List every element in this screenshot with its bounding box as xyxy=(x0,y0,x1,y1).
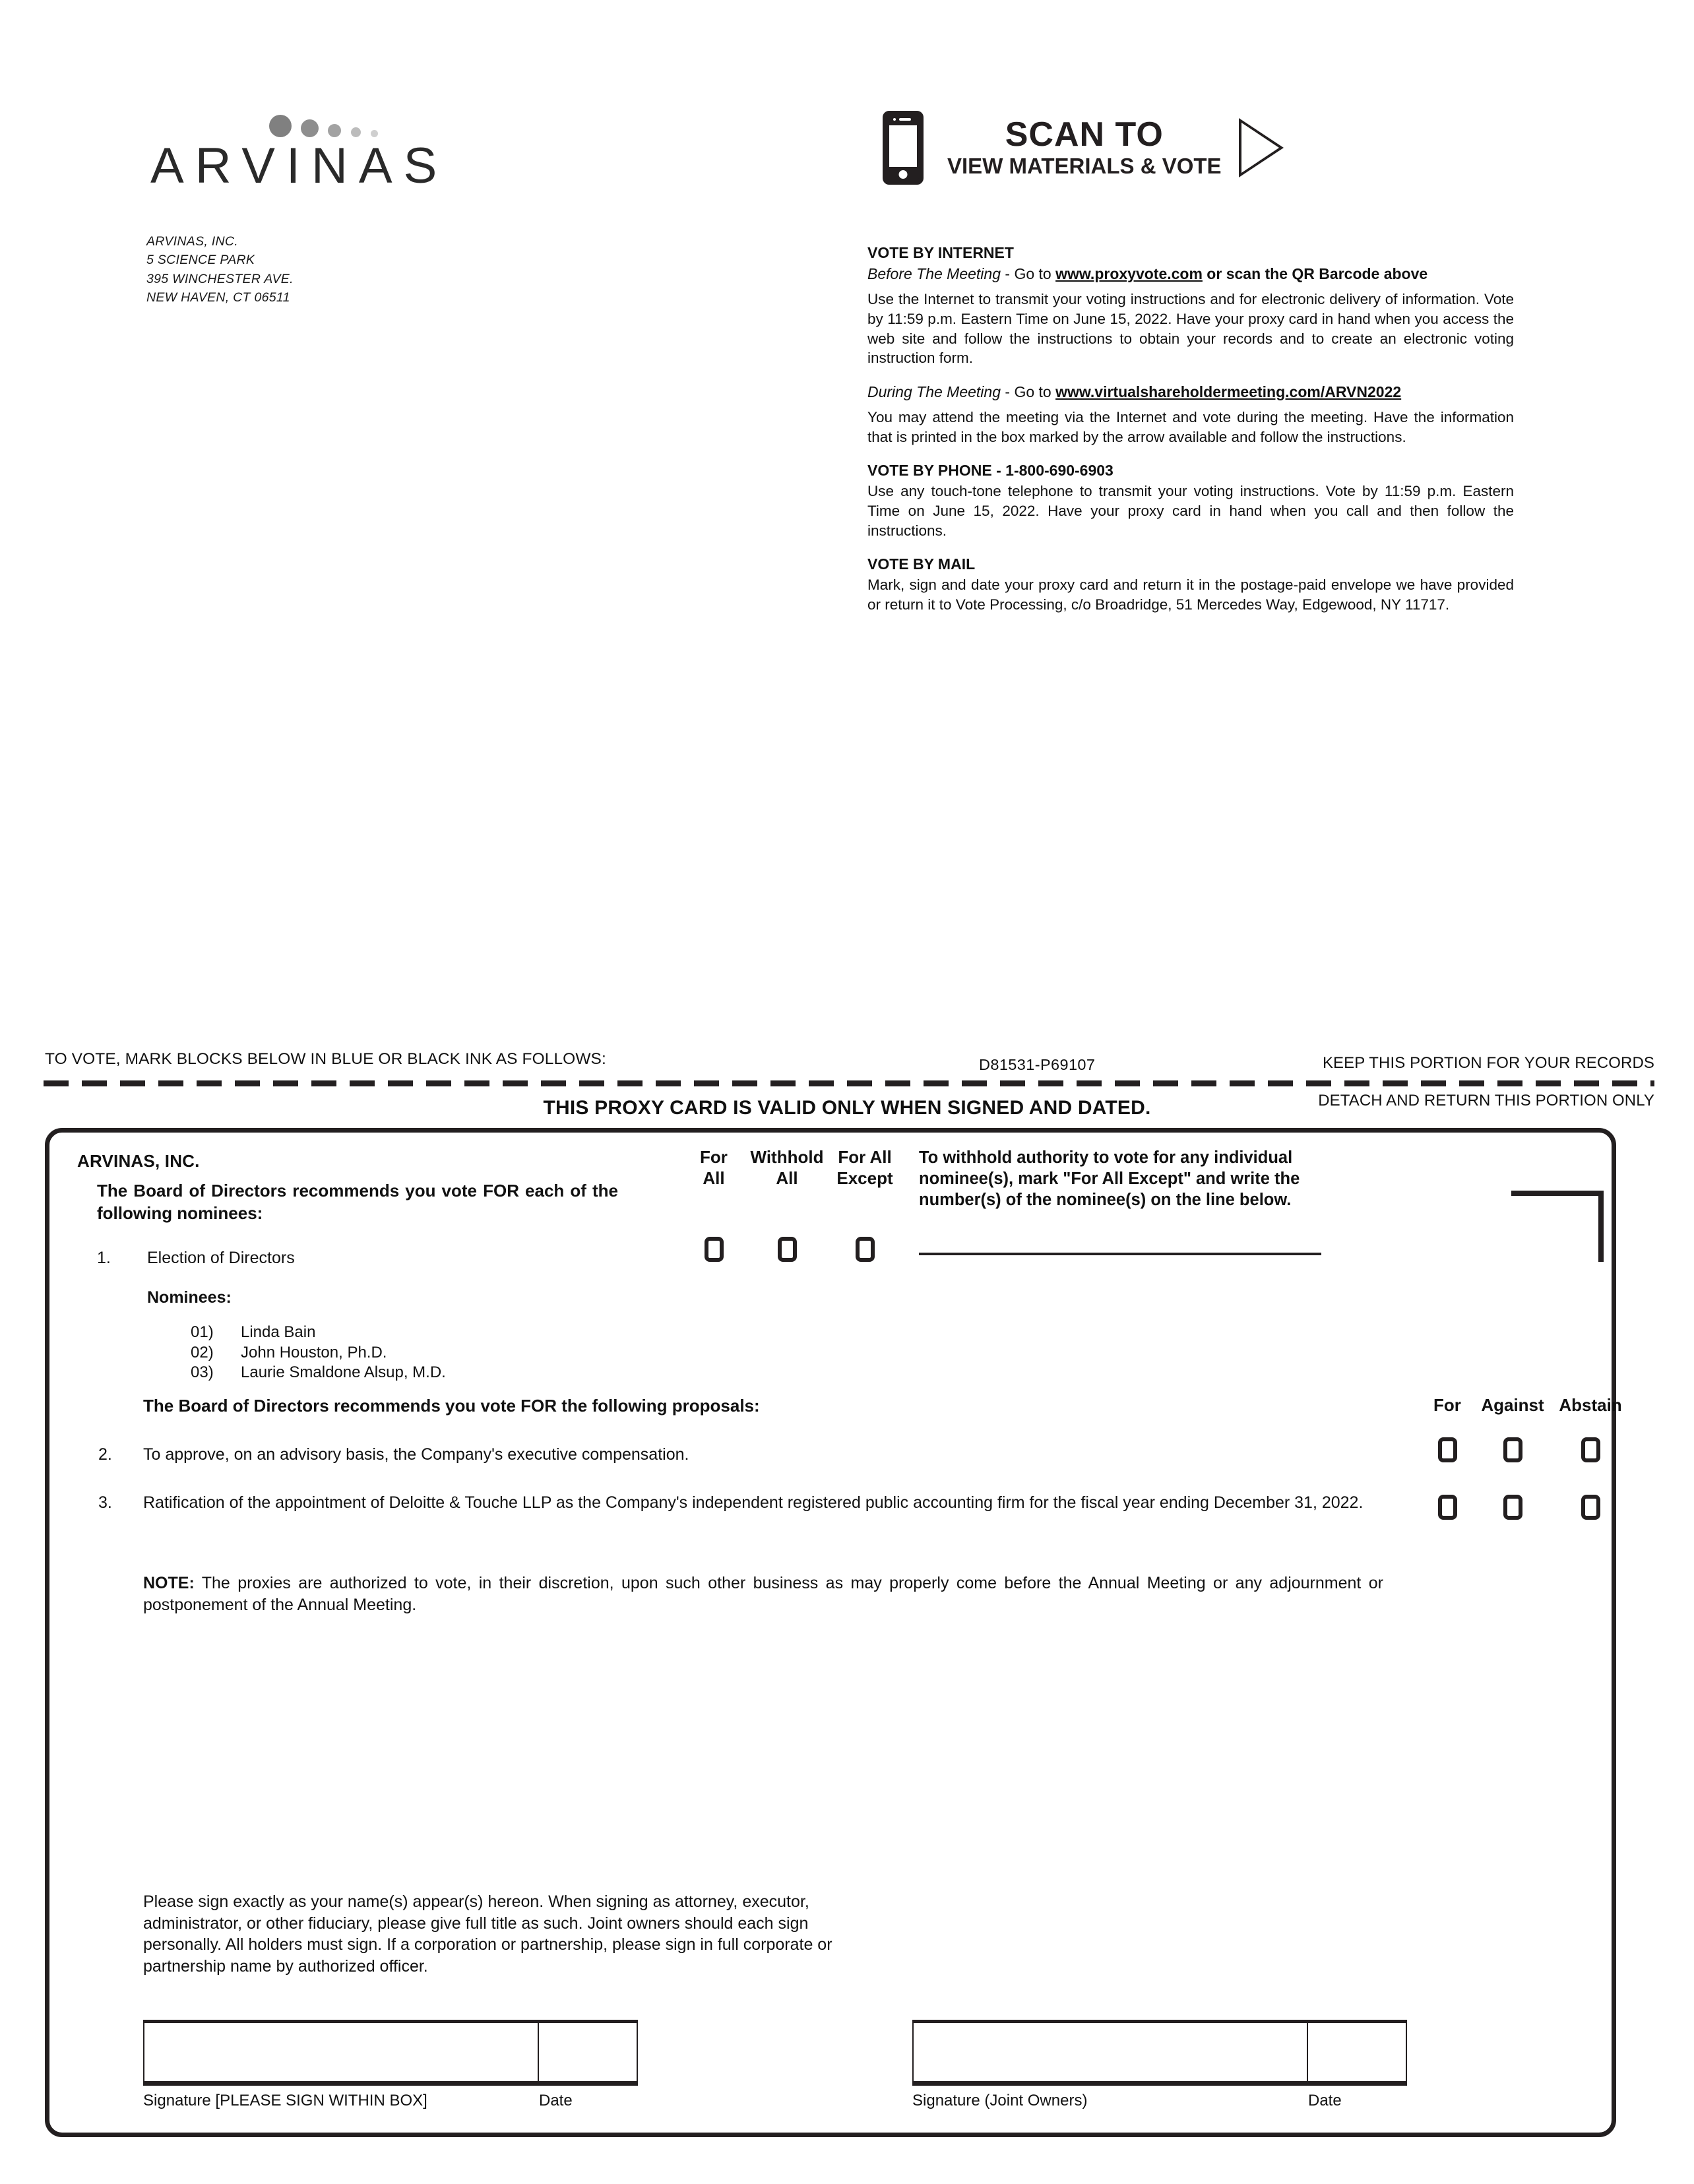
before-meeting-label: Before The Meeting xyxy=(867,265,1001,282)
keep-portion-label: KEEP THIS PORTION FOR YOUR RECORDS xyxy=(1322,1054,1654,1072)
proxyvote-link[interactable]: www.proxyvote.com xyxy=(1055,265,1203,282)
scan-banner-text xyxy=(947,117,1222,178)
proposal-3-against-cell xyxy=(1473,1495,1552,1520)
note-label: NOTE: xyxy=(143,1574,195,1592)
proposal-2-vote-boxes xyxy=(1422,1437,1629,1462)
board-recommendation-proposals: The Board of Directors recommends you vote FOR the following proposals: xyxy=(143,1396,760,1416)
nominee-name: John Houston, Ph.D. xyxy=(241,1343,387,1361)
signature-date-label-joint: Date xyxy=(1308,2092,1342,2109)
nominees-list xyxy=(191,1323,446,1383)
vote-by-mail-heading: VOTE BY MAIL xyxy=(867,555,976,573)
proposal-3-abstain-cell xyxy=(1552,1495,1629,1520)
proposal-3-row xyxy=(98,1492,1377,1514)
proposal-1-for-all-except-cell xyxy=(826,1237,904,1262)
signature-labels-joint xyxy=(912,2092,1407,2110)
mark-blocks-instruction: TO VOTE, MARK BLOCKS BELOW IN BLUE OR BLACK INK AS FOLLOWS: xyxy=(45,1050,606,1068)
proposal-2-number: 2. xyxy=(98,1445,112,1464)
during-meeting-line xyxy=(867,382,1514,402)
address-line-4: NEW HAVEN, CT 06511 xyxy=(146,290,290,305)
registration-corner-bracket-icon xyxy=(1511,1191,1604,1262)
column-header-withhold-all: Withhold All xyxy=(750,1147,824,1188)
proposal-1-withhold-all-cell xyxy=(748,1237,826,1262)
proposal-vote-column-headers xyxy=(1422,1395,1629,1416)
control-number: D81531-P69107 xyxy=(979,1056,1096,1073)
column-header-for-all-except: For All Except xyxy=(836,1147,893,1188)
checkbox-proposal-2-against[interactable] xyxy=(1503,1437,1522,1462)
checkbox-proposal-2-abstain[interactable] xyxy=(1581,1437,1600,1462)
signature-instructions: Please sign exactly as your name(s) appear(s) hereon. When signing as attorney, executor, administrator, or other fiduciary, please give full title as such. Joint owners should each sign personally. All holders must sign. If a corporation or partnership, please sign in full corporate or partnership name by authorized officer. xyxy=(143,1892,832,1976)
address-line-3: 395 WINCHESTER AVE. xyxy=(146,271,294,286)
checkbox-proposal-3-for[interactable] xyxy=(1438,1495,1457,1520)
detach-portion-label: DETACH AND RETURN THIS PORTION ONLY xyxy=(1318,1092,1654,1109)
during-meeting-dash: - Go to xyxy=(1001,383,1056,400)
nominee-item xyxy=(191,1363,446,1383)
address-line-1: ARVINAS, INC. xyxy=(146,234,238,249)
perforation-dashed-line xyxy=(44,1080,1654,1086)
checkbox-for-all-except[interactable] xyxy=(856,1237,875,1262)
proposal-1-vote-boxes xyxy=(679,1237,904,1262)
scan-to-vote-banner xyxy=(883,111,1284,185)
internet-instructions-paragraph: Use the Internet to transmit your voting instructions and for electronic delivery of information. Vote by 11:59 p.m. Eastern Time on June 15, 2022. Have your proxy card in hand when you access the web site and follow the instructions to obtain your records and to create an electronic voting instruction form. xyxy=(867,291,1514,367)
proposal-1-row xyxy=(97,1249,295,1268)
nominee-name: Linda Bain xyxy=(241,1323,316,1341)
nominees-heading: Nominees: xyxy=(147,1288,232,1307)
nominee-number: 03) xyxy=(191,1363,214,1382)
signature-block-joint xyxy=(912,2020,1407,2110)
signature-boxes-joint xyxy=(912,2020,1407,2086)
signature-labels-holder xyxy=(143,2092,638,2110)
nominee-item xyxy=(191,1343,446,1363)
vote-instructions xyxy=(867,243,1514,614)
vote-by-internet-heading: VOTE BY INTERNET xyxy=(867,244,1014,261)
board-recommendation-directors: The Board of Directors recommends you vote FOR each of the following nominees: xyxy=(97,1181,618,1223)
logo-dot-5 xyxy=(371,130,378,137)
withhold-nominee-numbers-input[interactable] xyxy=(919,1253,1321,1255)
logo-dots-icon xyxy=(269,98,493,137)
proposal-1-text: Election of Directors xyxy=(147,1249,295,1267)
mobile-phone-icon xyxy=(883,111,924,185)
proxy-note xyxy=(143,1573,1383,1615)
before-meeting-line xyxy=(867,264,1514,284)
logo-dot-4 xyxy=(351,127,361,137)
view-materials-vote-label: VIEW MATERIALS & VOTE xyxy=(947,154,1222,179)
before-meeting-tail: or scan the QR Barcode above xyxy=(1202,265,1428,282)
during-meeting-label: During The Meeting xyxy=(867,383,1001,400)
company-address xyxy=(146,232,294,307)
proposal-1-number: 1. xyxy=(97,1249,111,1267)
signature-date-label-holder: Date xyxy=(539,2092,573,2109)
mail-instructions-paragraph: Mark, sign and date your proxy card and return it in the postage-paid envelope we have provided or return it to Vote Processing, c/o Broadridge, 51 Mercedes Way, Edgewood, NY 11717. xyxy=(867,577,1514,613)
before-meeting-dash: - Go to xyxy=(1001,265,1056,282)
logo-dot-1 xyxy=(269,115,292,137)
signature-boxes-holder xyxy=(143,2020,638,2086)
during-meeting-paragraph: You may attend the meeting via the Internet and vote during the meeting. Have the information that is printed in the box marked by the arrow available and follow the instructions. xyxy=(867,409,1514,446)
proposal-2-for-cell xyxy=(1422,1437,1473,1462)
card-company-name: ARVINAS, INC. xyxy=(77,1151,200,1171)
proposal-1-for-all-cell xyxy=(679,1237,748,1262)
nominee-number: 02) xyxy=(191,1343,214,1361)
note-text: The proxies are authorized to vote, in their discretion, upon such other business as may properly come before the Annual Meeting or any adjournment or postponement of the Annual Meeting. xyxy=(143,1574,1383,1614)
virtual-meeting-link[interactable]: www.virtualshareholdermeeting.com/ARVN2022 xyxy=(1055,383,1402,400)
signature-label-holder: Signature [PLEASE SIGN WITHIN BOX] xyxy=(143,2092,427,2109)
checkbox-withhold-all[interactable] xyxy=(778,1237,797,1262)
signature-input-holder[interactable] xyxy=(143,2023,539,2081)
proposal-3-text: Ratification of the appointment of Deloitte & Touche LLP as the Company's independent registered public accounting firm for the fiscal year ending December 31, 2022. xyxy=(143,1493,1364,1512)
logo-wordmark: ARVINAS xyxy=(150,138,449,194)
triangle-arrow-icon xyxy=(1239,118,1284,177)
checkbox-proposal-2-for[interactable] xyxy=(1438,1437,1457,1462)
nominee-item xyxy=(191,1323,446,1343)
signature-input-joint[interactable] xyxy=(912,2023,1308,2081)
proposal-2-row xyxy=(98,1444,1383,1466)
proposal-3-vote-boxes xyxy=(1422,1495,1629,1520)
proposal-2-against-cell xyxy=(1473,1437,1552,1462)
checkbox-for-all[interactable] xyxy=(705,1237,724,1262)
signature-block-holder xyxy=(143,2020,638,2110)
proposal-3-for-cell xyxy=(1422,1495,1473,1520)
column-header-abstain: Abstain xyxy=(1559,1395,1622,1415)
logo-dot-2 xyxy=(301,119,319,137)
proposal-3-number: 3. xyxy=(98,1493,112,1512)
address-line-2: 5 SCIENCE PARK xyxy=(146,253,255,268)
column-header-for-all: For All xyxy=(700,1147,728,1188)
column-header-against: Against xyxy=(1481,1395,1544,1415)
column-header-for: For xyxy=(1433,1395,1461,1415)
proposal-2-abstain-cell xyxy=(1552,1437,1629,1462)
director-vote-column-headers xyxy=(679,1147,904,1189)
signature-label-joint: Signature (Joint Owners) xyxy=(912,2092,1088,2109)
checkbox-proposal-3-abstain[interactable] xyxy=(1581,1495,1600,1520)
logo-dot-3 xyxy=(328,124,341,137)
scan-to-label: SCAN TO xyxy=(1005,115,1164,154)
arvinas-logo xyxy=(150,98,493,194)
nominee-name: Laurie Smaldone Alsup, M.D. xyxy=(241,1363,446,1382)
withhold-authority-note: To withhold authority to vote for any individual nominee(s), mark "For All Except" and write the number(s) of the nominee(s) on the line below. xyxy=(919,1148,1300,1210)
vote-by-phone-heading: VOTE BY PHONE - 1-800-690-6903 xyxy=(867,461,1114,479)
signature-date-input-joint[interactable] xyxy=(1308,2023,1407,2081)
signature-date-input-holder[interactable] xyxy=(539,2023,638,2081)
proposal-2-text: To approve, on an advisory basis, the Company's executive compensation. xyxy=(143,1445,689,1464)
proxy-card-body xyxy=(45,1128,1622,2137)
phone-instructions-paragraph: Use any touch-tone telephone to transmit your voting instructions. Vote by 11:59 p.m. Eastern Time on June 15, 2022. Have your proxy card in hand when you call and then follow the instructions. xyxy=(867,483,1514,539)
proxy-card-valid-heading: THIS PROXY CARD IS VALID ONLY WHEN SIGNED AND DATED. xyxy=(543,1097,1151,1119)
checkbox-proposal-3-against[interactable] xyxy=(1503,1495,1522,1520)
nominee-number: 01) xyxy=(191,1323,214,1341)
